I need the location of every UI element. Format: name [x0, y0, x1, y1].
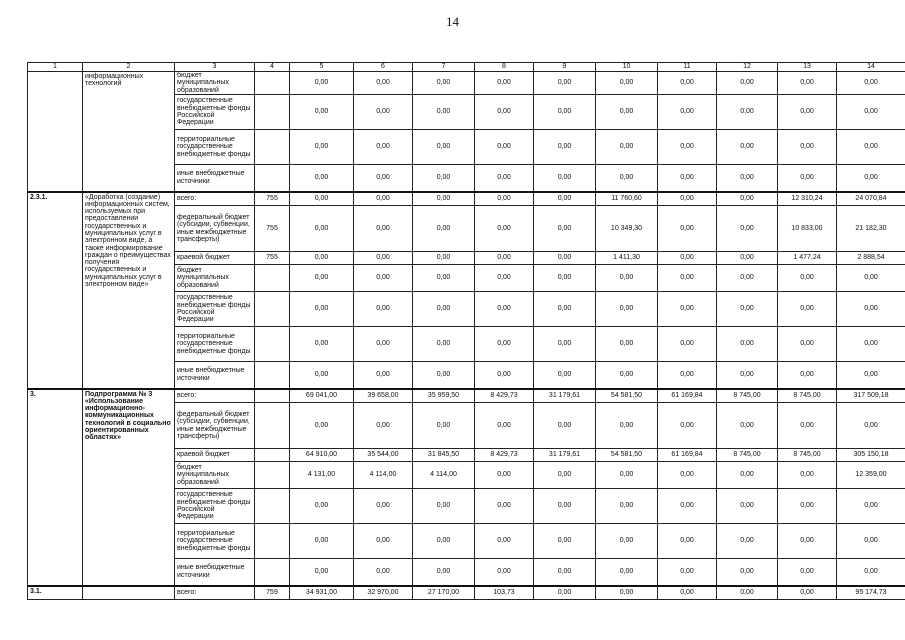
value-cell: 0,00 — [534, 265, 596, 292]
value-cell: 0,00 — [658, 489, 717, 524]
value-cell: 0,00 — [475, 489, 534, 524]
value-cell: 0,00 — [837, 524, 905, 559]
value-cell: 0,00 — [837, 165, 905, 192]
value-cell: 0,00 — [837, 559, 905, 586]
value-cell: 0,00 — [596, 165, 658, 192]
value-cell: 0,00 — [837, 327, 905, 362]
value-cell: 21 182,30 — [837, 206, 905, 252]
value-cell: 0,00 — [658, 559, 717, 586]
value-cell: 0,00 — [596, 559, 658, 586]
value-cell: 0,00 — [717, 462, 778, 489]
value-cell: 10 349,30 — [596, 206, 658, 252]
funding-source: бюджет муниципальных образований — [175, 72, 255, 95]
value-cell: 0,00 — [778, 489, 837, 524]
value-cell: 11 760,60 — [596, 192, 658, 206]
value-cell: 0,00 — [354, 95, 413, 130]
value-cell: 0,00 — [413, 489, 475, 524]
funding-source: иные внебюджетные источники — [175, 165, 255, 192]
table-row — [28, 586, 905, 600]
code-cell: 755 — [255, 192, 290, 206]
value-cell: 0,00 — [778, 524, 837, 559]
value-cell: 0,00 — [596, 524, 658, 559]
value-cell: 0,00 — [658, 462, 717, 489]
value-cell: 0,00 — [475, 130, 534, 165]
value-cell: 0,00 — [354, 403, 413, 449]
value-cell: 0,00 — [778, 559, 837, 586]
value-cell: 0,00 — [717, 252, 778, 265]
value-cell: 64 910,00 — [290, 449, 354, 462]
value-cell: 0,00 — [778, 327, 837, 362]
value-cell: 0,00 — [534, 362, 596, 389]
value-cell: 0,00 — [534, 524, 596, 559]
value-cell: 0,00 — [290, 206, 354, 252]
column-number: 13 — [778, 63, 837, 72]
column-number: 1 — [28, 63, 83, 72]
table-row — [28, 389, 905, 403]
value-cell: 0,00 — [290, 489, 354, 524]
value-cell: 0,00 — [534, 165, 596, 192]
value-cell: 0,00 — [717, 130, 778, 165]
value-cell: 0,00 — [290, 130, 354, 165]
value-cell: 0,00 — [534, 72, 596, 95]
code-cell — [255, 462, 290, 489]
value-cell: 0,00 — [778, 265, 837, 292]
value-cell: 0,00 — [717, 327, 778, 362]
value-cell: 0,00 — [658, 206, 717, 252]
value-cell: 0,00 — [475, 72, 534, 95]
value-cell: 0,00 — [534, 327, 596, 362]
code-cell: 755 — [255, 252, 290, 265]
value-cell: 0,00 — [475, 95, 534, 130]
value-cell: 0,00 — [475, 362, 534, 389]
value-cell: 69 041,00 — [290, 389, 354, 403]
value-cell: 0,00 — [475, 192, 534, 206]
value-cell: 0,00 — [290, 165, 354, 192]
value-cell: 103,73 — [475, 586, 534, 600]
value-cell: 0,00 — [658, 252, 717, 265]
value-cell: 35 544,00 — [354, 449, 413, 462]
value-cell: 0,00 — [290, 362, 354, 389]
value-cell: 0,00 — [658, 192, 717, 206]
value-cell: 0,00 — [778, 586, 837, 600]
code-cell: 755 — [255, 206, 290, 252]
column-number: 6 — [354, 63, 413, 72]
value-cell: 0,00 — [354, 265, 413, 292]
row-name: Подпрограмма № 3 «Использование информационно-коммуникационных технологий в социально ориентированных областях» — [83, 389, 175, 586]
value-cell: 0,00 — [596, 362, 658, 389]
code-cell — [255, 362, 290, 389]
value-cell: 0,00 — [778, 403, 837, 449]
value-cell: 0,00 — [534, 292, 596, 327]
value-cell: 0,00 — [596, 130, 658, 165]
value-cell: 0,00 — [596, 265, 658, 292]
code-cell — [255, 72, 290, 95]
code-cell — [255, 403, 290, 449]
table-row — [28, 72, 905, 95]
value-cell: 0,00 — [475, 265, 534, 292]
value-cell: 0,00 — [837, 72, 905, 95]
value-cell: 0,00 — [658, 72, 717, 95]
funding-source: бюджет муниципальных образований — [175, 265, 255, 292]
value-cell: 0,00 — [354, 524, 413, 559]
value-cell: 0,00 — [717, 362, 778, 389]
value-cell: 0,00 — [290, 95, 354, 130]
row-code: 2.3.1. — [28, 192, 83, 389]
value-cell: 0,00 — [717, 72, 778, 95]
value-cell: 0,00 — [413, 252, 475, 265]
funding-source: краевой бюджет — [175, 252, 255, 265]
value-cell: 0,00 — [717, 559, 778, 586]
funding-source: государственные внебюджетные фонды Российской Федерации — [175, 95, 255, 130]
value-cell: 0,00 — [658, 586, 717, 600]
value-cell: 0,00 — [354, 192, 413, 206]
column-number: 14 — [837, 63, 905, 72]
value-cell: 4 114,00 — [413, 462, 475, 489]
code-cell: 759 — [255, 586, 290, 600]
value-cell: 0,00 — [475, 206, 534, 252]
value-cell: 0,00 — [290, 403, 354, 449]
row-name — [83, 586, 175, 600]
funding-source: краевой бюджет — [175, 449, 255, 462]
row-code: 3. — [28, 389, 83, 586]
value-cell: 0,00 — [837, 292, 905, 327]
value-cell: 0,00 — [778, 362, 837, 389]
value-cell: 0,00 — [837, 95, 905, 130]
value-cell: 0,00 — [354, 327, 413, 362]
value-cell: 0,00 — [354, 72, 413, 95]
value-cell: 35 959,50 — [413, 389, 475, 403]
column-number: 5 — [290, 63, 354, 72]
value-cell: 0,00 — [354, 362, 413, 389]
row-code — [28, 72, 83, 192]
value-cell: 0,00 — [290, 192, 354, 206]
table-body — [28, 63, 905, 600]
value-cell: 317 509,18 — [837, 389, 905, 403]
value-cell: 0,00 — [354, 559, 413, 586]
value-cell: 32 970,00 — [354, 586, 413, 600]
value-cell: 0,00 — [658, 362, 717, 389]
value-cell: 0,00 — [596, 489, 658, 524]
funding-source: федеральный бюджет (субсидии, субвенции, иные межбюджетные трансферты) — [175, 206, 255, 252]
column-number: 7 — [413, 63, 475, 72]
value-cell: 10 833,00 — [778, 206, 837, 252]
value-cell: 39 658,00 — [354, 389, 413, 403]
value-cell: 0,00 — [475, 165, 534, 192]
value-cell: 8 745,00 — [778, 449, 837, 462]
value-cell: 0,00 — [413, 206, 475, 252]
value-cell: 0,00 — [837, 265, 905, 292]
value-cell: 54 581,50 — [596, 449, 658, 462]
value-cell: 0,00 — [837, 403, 905, 449]
value-cell: 0,00 — [778, 95, 837, 130]
value-cell: 305 150,18 — [837, 449, 905, 462]
value-cell: 0,00 — [658, 130, 717, 165]
value-cell: 0,00 — [413, 327, 475, 362]
value-cell: 0,00 — [778, 72, 837, 95]
value-cell: 0,00 — [717, 292, 778, 327]
funding-source: бюджет муниципальных образований — [175, 462, 255, 489]
value-cell: 0,00 — [354, 206, 413, 252]
column-number: 11 — [658, 63, 717, 72]
value-cell: 0,00 — [658, 327, 717, 362]
row-name: информационных технологий — [83, 72, 175, 192]
value-cell: 0,00 — [658, 165, 717, 192]
value-cell: 0,00 — [475, 327, 534, 362]
value-cell: 0,00 — [717, 95, 778, 130]
value-cell: 8 745,00 — [717, 449, 778, 462]
funding-source: государственные внебюджетные фонды Российской Федерации — [175, 292, 255, 327]
column-number: 8 — [475, 63, 534, 72]
value-cell: 0,00 — [534, 206, 596, 252]
code-cell — [255, 489, 290, 524]
value-cell: 8 429,73 — [475, 389, 534, 403]
value-cell: 0,00 — [413, 72, 475, 95]
value-cell: 0,00 — [354, 130, 413, 165]
funding-source: территориальные государственные внебюджетные фонды — [175, 327, 255, 362]
value-cell: 0,00 — [290, 292, 354, 327]
value-cell: 61 169,84 — [658, 449, 717, 462]
value-cell: 0,00 — [475, 403, 534, 449]
value-cell: 0,00 — [717, 586, 778, 600]
value-cell: 0,00 — [413, 524, 475, 559]
value-cell: 0,00 — [413, 559, 475, 586]
value-cell: 0,00 — [534, 130, 596, 165]
value-cell: 0,00 — [717, 192, 778, 206]
value-cell: 0,00 — [413, 362, 475, 389]
value-cell: 0,00 — [413, 292, 475, 327]
value-cell: 0,00 — [596, 403, 658, 449]
value-cell: 0,00 — [290, 265, 354, 292]
row-code: 3.1. — [28, 586, 83, 600]
column-number: 2 — [83, 63, 175, 72]
value-cell: 0,00 — [717, 165, 778, 192]
value-cell: 0,00 — [596, 292, 658, 327]
value-cell: 0,00 — [717, 265, 778, 292]
value-cell: 0,00 — [658, 95, 717, 130]
funding-source: всего: — [175, 586, 255, 600]
value-cell: 4 114,00 — [354, 462, 413, 489]
value-cell: 0,00 — [534, 462, 596, 489]
value-cell: 0,00 — [413, 130, 475, 165]
value-cell: 0,00 — [658, 292, 717, 327]
code-cell — [255, 95, 290, 130]
value-cell: 12 359,00 — [837, 462, 905, 489]
value-cell: 0,00 — [534, 192, 596, 206]
value-cell: 61 169,84 — [658, 389, 717, 403]
value-cell: 0,00 — [778, 165, 837, 192]
value-cell: 0,00 — [354, 292, 413, 327]
value-cell: 8 745,00 — [717, 389, 778, 403]
value-cell: 31 179,61 — [534, 449, 596, 462]
value-cell: 0,00 — [290, 559, 354, 586]
column-number: 10 — [596, 63, 658, 72]
code-cell — [255, 389, 290, 403]
value-cell: 0,00 — [717, 403, 778, 449]
value-cell: 0,00 — [413, 165, 475, 192]
funding-source: всего: — [175, 389, 255, 403]
value-cell: 0,00 — [778, 462, 837, 489]
value-cell: 24 070,84 — [837, 192, 905, 206]
funding-source: государственные внебюджетные фонды Российской Федерации — [175, 489, 255, 524]
code-cell — [255, 292, 290, 327]
value-cell: 31 179,61 — [534, 389, 596, 403]
value-cell: 0,00 — [534, 95, 596, 130]
value-cell: 0,00 — [596, 462, 658, 489]
value-cell: 0,00 — [596, 72, 658, 95]
code-cell — [255, 327, 290, 362]
row-name: «Доработка (создание) информационных систем, используемых при предоставлении государственных и муниципальных услуг в электронном виде, а также информирование граждан о преимуществах получения государственных и муниципальных услуг в электронном виде» — [83, 192, 175, 389]
value-cell: 0,00 — [413, 403, 475, 449]
column-number: 12 — [717, 63, 778, 72]
funding-source: всего: — [175, 192, 255, 206]
value-cell: 1 477,24 — [778, 252, 837, 265]
value-cell: 0,00 — [596, 586, 658, 600]
column-number: 4 — [255, 63, 290, 72]
value-cell: 0,00 — [596, 327, 658, 362]
value-cell: 0,00 — [717, 206, 778, 252]
value-cell: 0,00 — [413, 265, 475, 292]
value-cell: 0,00 — [475, 292, 534, 327]
value-cell: 0,00 — [717, 524, 778, 559]
value-cell: 0,00 — [290, 72, 354, 95]
value-cell: 0,00 — [717, 489, 778, 524]
value-cell: 0,00 — [534, 586, 596, 600]
value-cell: 8 745,00 — [778, 389, 837, 403]
value-cell: 0,00 — [596, 95, 658, 130]
value-cell: 0,00 — [475, 252, 534, 265]
value-cell: 8 429,73 — [475, 449, 534, 462]
column-number-row — [28, 63, 905, 72]
value-cell: 0,00 — [290, 524, 354, 559]
value-cell: 0,00 — [534, 403, 596, 449]
value-cell: 0,00 — [290, 327, 354, 362]
value-cell: 0,00 — [354, 489, 413, 524]
code-cell — [255, 449, 290, 462]
funding-source: территориальные государственные внебюджетные фонды — [175, 130, 255, 165]
code-cell — [255, 265, 290, 292]
value-cell: 0,00 — [475, 559, 534, 586]
column-number: 9 — [534, 63, 596, 72]
budget-table — [27, 62, 905, 600]
value-cell: 0,00 — [290, 252, 354, 265]
value-cell: 12 310,24 — [778, 192, 837, 206]
funding-source: иные внебюджетные источники — [175, 559, 255, 586]
value-cell: 0,00 — [658, 265, 717, 292]
value-cell: 0,00 — [837, 489, 905, 524]
value-cell: 0,00 — [837, 362, 905, 389]
value-cell: 0,00 — [658, 403, 717, 449]
value-cell: 0,00 — [534, 559, 596, 586]
value-cell: 2 888,54 — [837, 252, 905, 265]
code-cell — [255, 559, 290, 586]
value-cell: 4 131,00 — [290, 462, 354, 489]
value-cell: 0,00 — [534, 252, 596, 265]
table-row — [28, 192, 905, 206]
value-cell: 1 411,30 — [596, 252, 658, 265]
page-number: 14 — [446, 14, 459, 29]
value-cell: 0,00 — [354, 165, 413, 192]
value-cell: 0,00 — [778, 130, 837, 165]
value-cell: 0,00 — [475, 524, 534, 559]
value-cell: 31 845,50 — [413, 449, 475, 462]
value-cell: 0,00 — [778, 292, 837, 327]
code-cell — [255, 524, 290, 559]
value-cell: 0,00 — [534, 489, 596, 524]
value-cell: 0,00 — [837, 130, 905, 165]
funding-source: иные внебюджетные источники — [175, 362, 255, 389]
value-cell: 54 581,50 — [596, 389, 658, 403]
value-cell: 0,00 — [658, 524, 717, 559]
code-cell — [255, 165, 290, 192]
value-cell: 95 174,73 — [837, 586, 905, 600]
value-cell: 34 931,00 — [290, 586, 354, 600]
funding-source: территориальные государственные внебюджетные фонды — [175, 524, 255, 559]
value-cell: 0,00 — [413, 95, 475, 130]
value-cell: 0,00 — [354, 252, 413, 265]
value-cell: 0,00 — [475, 462, 534, 489]
column-number: 3 — [175, 63, 255, 72]
value-cell: 0,00 — [413, 192, 475, 206]
code-cell — [255, 130, 290, 165]
value-cell: 27 170,00 — [413, 586, 475, 600]
funding-source: федеральный бюджет (субсидии, субвенции, иные межбюджетные трансферты) — [175, 403, 255, 449]
